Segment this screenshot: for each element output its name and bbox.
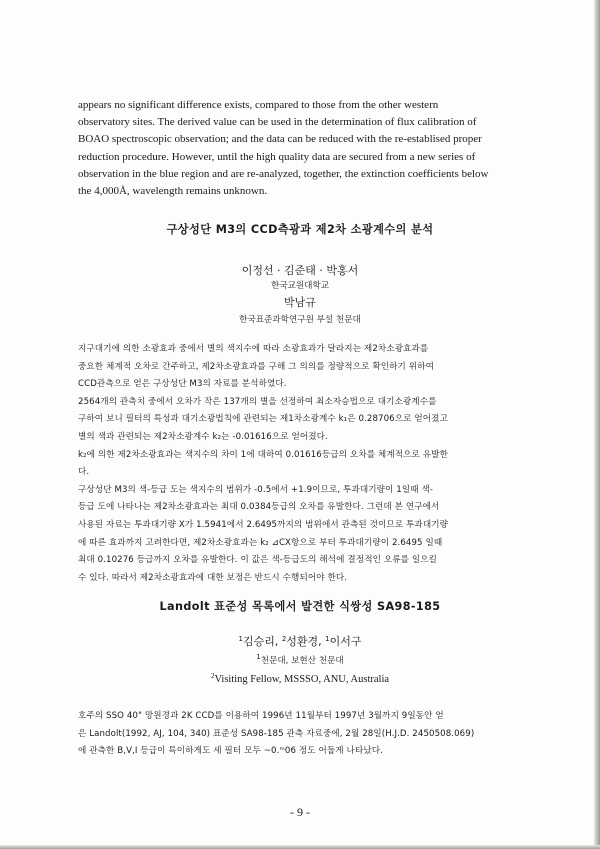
- affiliation-text: Visiting Fellow, MSSSO, ANU, Australia: [214, 674, 390, 685]
- text-line: 호주의 SSO 40" 망원경과 2K CCD를 이용하여 1996년 11월부터 1997년 3월까지 9일동안 얻: [78, 711, 444, 721]
- article1-authors: 이정선 · 김준태 · 박홍서: [241, 264, 359, 277]
- text-line: 중요한 체계적 오차로 간주하고, 제2차소광효과를 구해 그 의의를 정량적으로 확인하기 위하여: [78, 361, 434, 372]
- text-line: 최대 0.10276 등급까지 오차를 유발한다. 이 값은 색-등급도의 해석에 결정적인 오류를 일으킬: [78, 555, 438, 566]
- article1-affiliation2: 한국표준과학연구원 부설 천문대: [239, 315, 361, 325]
- text-line: reduction procedure. However, until the high quality data are secured from a new series of: [78, 150, 476, 163]
- article2-body: [78, 708, 518, 761]
- article1-affiliation1: 한국교원대학교: [270, 281, 330, 291]
- text-line: 등급 도에 나타나는 제2차소광효과는 최대 0.0384등급의 오차를 유발한다. 그런데 본 연구에서: [78, 502, 440, 513]
- text-line: 에 관측한 B,V,I 등급이 특이하게도 세 필터 모두 ~0.ᵐ06 정도 어둡게 나타났다.: [78, 746, 383, 757]
- author-name: 성환경,: [286, 635, 326, 648]
- text-line: 구하여 보니 필터의 특성과 대기소광법칙에 관련되는 제1차소광계수 k₁은 0.28706으로 얻어졌고: [78, 414, 448, 425]
- text-line: 에 따른 효과까지 고려한다면, 제2차소광효과는 k₂ ⊿CX항으로 부터 투과대기량이 2.6495 일때: [78, 537, 443, 548]
- page-number: - 9 -: [290, 805, 310, 819]
- text-line: CCD관측으로 얻은 구상성단 M3의 자료를 분석하였다.: [78, 379, 287, 390]
- article2-authors: [0, 633, 600, 649]
- text-line: k₂에 의한 제2차소광효과는 색지수의 차이 1에 대하여 0.01616등급의 오차를 체계적으로 유발한: [78, 449, 448, 460]
- article2-title: Landolt 표준성 목록에서 발견한 식쌍성 SA98-185: [159, 600, 441, 613]
- author-name: 김승리,: [242, 635, 282, 648]
- text-line: 2564개의 관측치 중에서 오차가 작은 137개의 별을 선정하여 최소자승법으로 대기소광계수를: [78, 396, 437, 407]
- text-line: 별의 색과 관련되는 제2차소광계수 k₂는 -0.01616으로 얻어졌다.: [78, 431, 328, 442]
- text-line: 다.: [78, 467, 90, 478]
- text-line: 구상성단 M3의 색-등급 도는 색지수의 범위가 -0.5에서 +1.9이므로, 투과대기량이 1일때 색-: [78, 484, 434, 495]
- article2-affiliation2: [0, 674, 600, 685]
- text-line: 수 있다. 따라서 제2차소광효과에 대한 보정은 반드시 수행되어야 한다.: [78, 572, 348, 583]
- text-line: observatory sites. The derived value can be used in the determination of flux calibration of: [78, 116, 477, 129]
- affiliation-marker: 1: [256, 653, 261, 661]
- scan-edge-shadow: [0, 845, 600, 849]
- article1-author2: 박남규: [284, 296, 316, 309]
- affiliation-text: 천문대, 보현산 천문대: [260, 656, 344, 666]
- affiliation-marker: 2: [210, 672, 215, 680]
- author-marker: 1: [325, 635, 330, 643]
- text-line: observation in the blue region and are re-analyzed, together, the extinction coefficients below: [78, 167, 489, 180]
- text-line: the 4,000Å, wavelength remains unknown.: [78, 185, 268, 198]
- article1-body: [78, 341, 518, 587]
- text-line: 지구대기에 의한 소광효과 중에서 별의 색지수에 따라 소광효과가 달라지는 제2차소광효과를: [78, 344, 429, 354]
- text-line: 은 Landolt(1992, AJ, 104, 340) 표준성 SA98-185 관측 자료중에, 2월 28일(H.J.D. 2450508.069): [78, 728, 475, 739]
- text-line: 사용된 자료는 투과대기량 X가 1.5941에서 2.6495까지의 범위에서 관측된 것이므로 투과대기량: [78, 519, 449, 530]
- text-line: BOAO spectroscopic observation; and the data can be reduced with the re-establised proper: [78, 133, 482, 146]
- scan-edge-shadow: [594, 0, 600, 849]
- article2-affiliation1: [0, 654, 600, 666]
- author-marker: 1: [238, 635, 243, 643]
- article1-title: 구상성단 M3의 CCD측광과 제2차 소광계수의 분석: [166, 223, 434, 236]
- author-marker: 2: [281, 635, 287, 643]
- text-line: appears no significant difference exists, compared to those from the other western: [78, 99, 439, 111]
- author-name: 이서구: [329, 635, 362, 648]
- english-abstract-continuation: [78, 97, 518, 200]
